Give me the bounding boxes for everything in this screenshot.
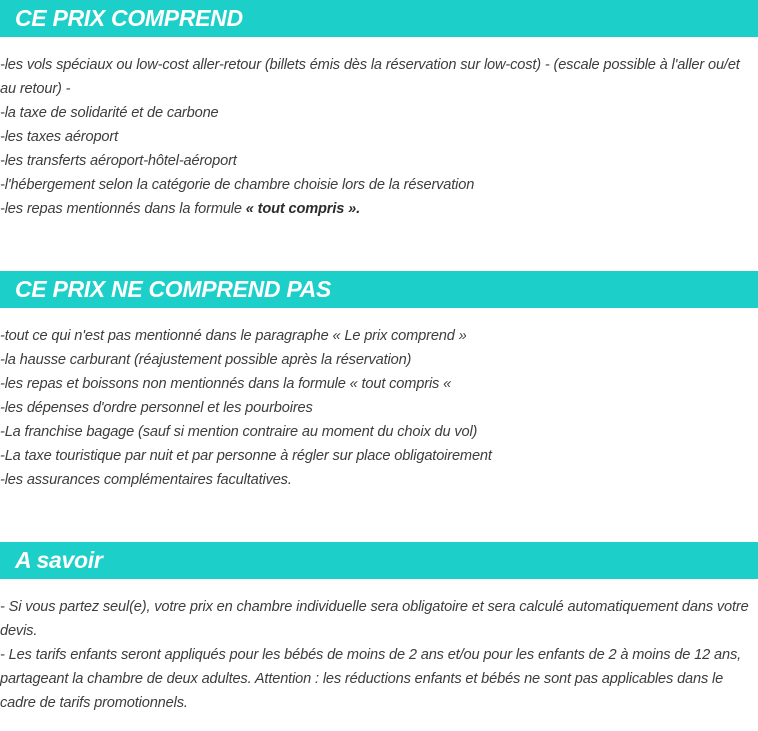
list-item: -les dépenses d'ordre personnel et les pourboires bbox=[0, 400, 313, 416]
list-item: -tout ce qui n'est pas mentionné dans le paragraphe « Le prix comprend » bbox=[0, 328, 467, 344]
list-item bbox=[0, 197, 758, 221]
list-item: -les assurances complémentaires facultatives. bbox=[0, 472, 292, 488]
section-price-excludes bbox=[0, 271, 758, 492]
list-item: -les transferts aéroport-hôtel-aéroport bbox=[0, 153, 237, 169]
section-good-to-know bbox=[0, 542, 758, 715]
list-item: -La taxe touristique par nuit et par personne à régler sur place obligatoirement bbox=[0, 448, 492, 464]
list-item: - Les tarifs enfants seront appliqués pour les bébés de moins de 2 ans et/ou pour les enfants de 2 à moins de 12 ans, partageant la chambre de deux adultes. Attention : les réductions enfants et bébés ne sont pas applicables dans le cadre de tarifs promotionnels. bbox=[0, 647, 741, 711]
list-item-text: -les repas mentionnés dans la formule bbox=[0, 201, 246, 217]
price-includes-list bbox=[0, 37, 758, 221]
all-inclusive-emphasis: « tout compris ». bbox=[245, 201, 360, 217]
section-title-price-includes: CE PRIX COMPREND bbox=[0, 0, 758, 37]
list-item: -les taxes aéroport bbox=[0, 129, 119, 145]
price-excludes-list bbox=[0, 308, 758, 492]
good-to-know-list bbox=[0, 579, 758, 715]
list-item: -les repas et boissons non mentionnés dans la formule « tout compris « bbox=[0, 376, 452, 392]
section-title-good-to-know: A savoir bbox=[0, 542, 758, 579]
list-item: -la taxe de solidarité et de carbone bbox=[0, 105, 219, 121]
list-item: - Si vous partez seul(e), votre prix en chambre individuelle sera obligatoire et sera calculé automatiquement dans votre devis. bbox=[0, 599, 749, 639]
section-title-price-excludes: CE PRIX NE COMPREND PAS bbox=[0, 271, 758, 308]
section-price-includes bbox=[0, 0, 758, 221]
list-item: -la hausse carburant (réajustement possible après la réservation) bbox=[0, 352, 412, 368]
list-item: -les vols spéciaux ou low-cost aller-retour (billets émis dès la réservation sur low-cost) - (escale possible à l'aller ou/et au retour) - bbox=[0, 57, 740, 97]
list-item: -l'hébergement selon la catégorie de chambre choisie lors de la réservation bbox=[0, 177, 475, 193]
list-item: -La franchise bagage (sauf si mention contraire au moment du choix du vol) bbox=[0, 424, 478, 440]
